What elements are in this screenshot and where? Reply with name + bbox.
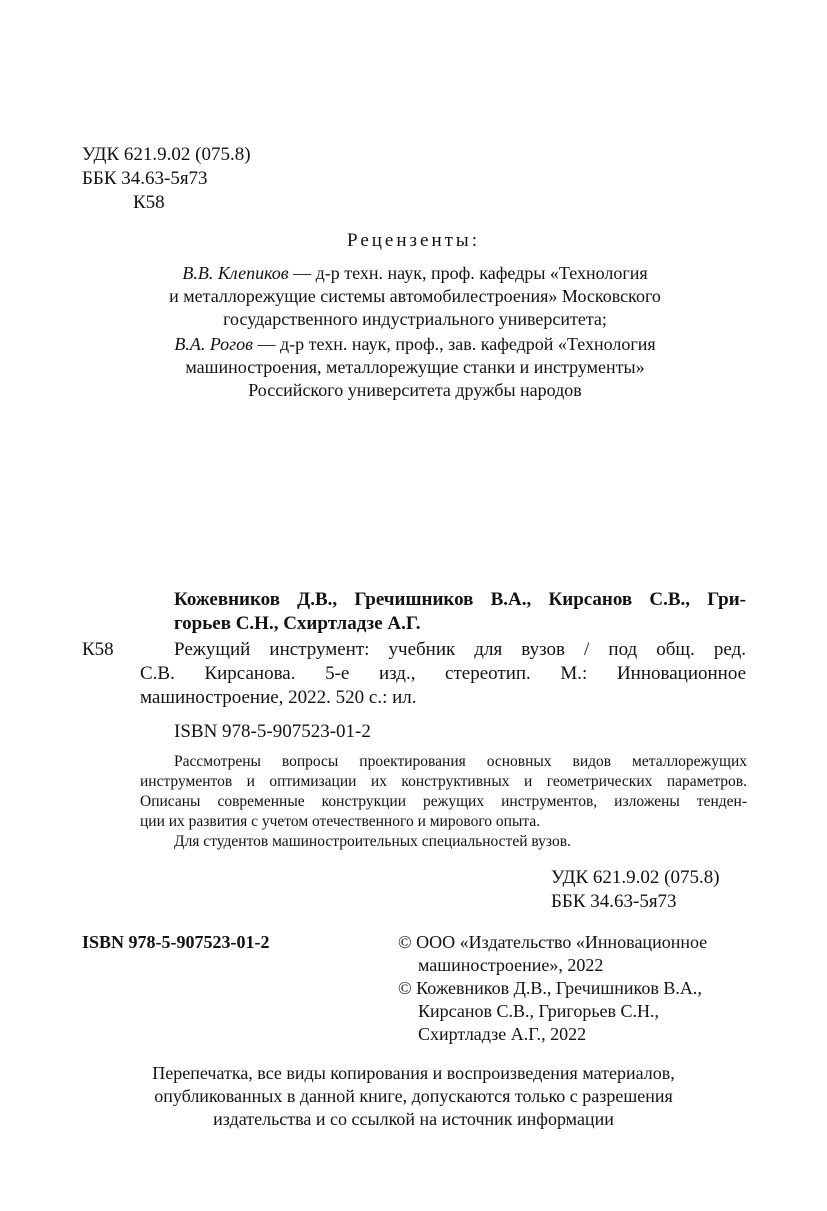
isbn-bold: ISBN 978-5-907523-01-2 (82, 932, 270, 952)
copyright (398, 931, 748, 1046)
classification-top (82, 143, 251, 215)
bib-title (140, 638, 746, 710)
authors-line-1: Кожевников Д.В., Гречишников В.А., Кирсанов С.В., Гри- (174, 589, 746, 610)
authors (174, 588, 746, 636)
reviewer-2-line-3: Российского университета дружбы народов (248, 380, 582, 400)
reviewer-2-name: В.А. Рогов (174, 334, 253, 354)
reviewer-1-line-3: государственного индустриального университета; (223, 309, 607, 329)
annotation-line-2: инструментов и оптимизации их конструктивных и геометрических параметров. (140, 773, 747, 790)
annotation-line-4: ции их развития с учетом отечественного и мирового опыта. (140, 813, 541, 830)
reviewer-2-line-2: машиностроения, металлорежущие станки и инструменты» (185, 357, 645, 377)
copyright-2-line-1: © Кожевников Д.В., Гречишников В.А., (398, 978, 702, 998)
reviewers-heading: Рецензенты: (347, 230, 480, 251)
notice-line-3: издательства и со ссылкой на источник информации (213, 1109, 614, 1129)
annotation-line-5: Для студентов машиностроительных специальностей вузов. (174, 833, 571, 850)
reviewer-1-line-1: В.В. Клепиков — д-р техн. наук, проф. кафедры «Технология (182, 263, 648, 283)
title-line-1: Режущий инструмент: учебник для вузов / под общ. ред. (174, 639, 746, 660)
reviewer-1-name: В.В. Клепиков (182, 263, 289, 283)
title-line-2: С.В. Кирсанова. 5-е изд., стереотип. М.: Инновационное (140, 663, 746, 684)
bib-mark: К58 (82, 639, 114, 660)
notice-line-2: опубликованных в данной книге, допускаются только с разрешения (154, 1086, 673, 1106)
reprint-notice (60, 1062, 767, 1131)
annotation-line-3: Описаны современные конструкции режущих инструментов, изложены тенден- (140, 793, 747, 810)
bbk-code: ББК 34.63-5я73 (82, 168, 208, 189)
udk-code-bottom: УДК 621.9.02 (075.8) (551, 867, 720, 888)
classification-bottom (551, 866, 720, 914)
author-mark: К58 (133, 192, 165, 213)
notice-line-1: Перепечатка, все виды копирования и воспроизведения материалов, (152, 1063, 675, 1083)
authors-line-2: горьев С.Н., Схиртладзе А.Г. (174, 613, 421, 634)
copyright-2-line-3: Схиртладзе А.Г., 2022 (418, 1024, 587, 1044)
copyright-1-line-2: машиностроение», 2022 (418, 955, 604, 975)
reviewer-1 (80, 262, 750, 331)
bbk-code-bottom: ББК 34.63-5я73 (551, 891, 677, 912)
copyright-1-line-1: © ООО «Издательство «Инновационное (398, 932, 708, 952)
reviewer-1-line-2: и металлорежущие системы автомобилестроения» Московского (169, 286, 661, 306)
annotation (140, 752, 747, 852)
bib-isbn: ISBN 978-5-907523-01-2 (174, 721, 371, 742)
copyright-2-line-2: Кирсанов С.В., Григорьев С.Н., (418, 1001, 660, 1021)
annotation-line-1: Рассмотрены вопросы проектирования основных видов металлорежущих (174, 753, 747, 770)
reviewer-2-line-1: В.А. Рогов — д-р техн. наук, проф., зав. кафедрой «Технология (174, 334, 656, 354)
udk-code: УДК 621.9.02 (075.8) (82, 144, 251, 165)
reviewer-2 (80, 333, 750, 402)
title-line-3: машиностроение, 2022. 520 с.: ил. (140, 687, 417, 708)
